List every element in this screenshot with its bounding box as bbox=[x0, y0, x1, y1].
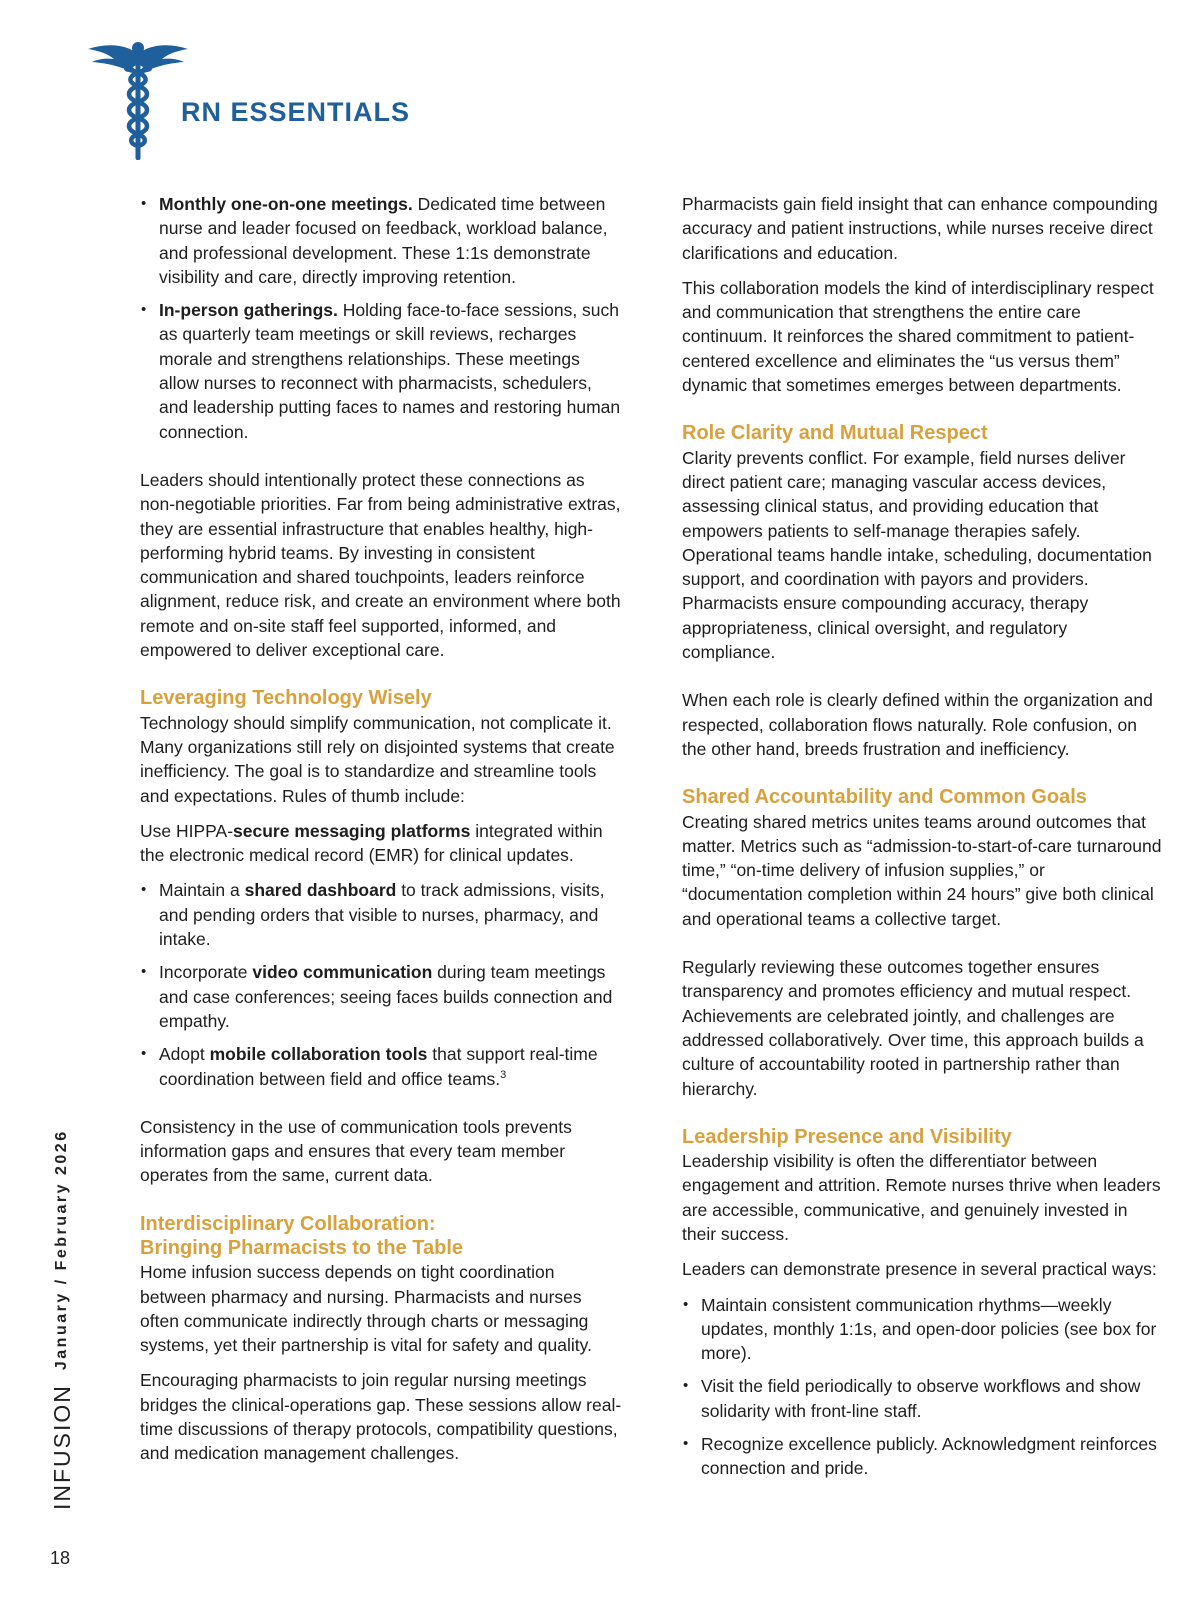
paragraph: Creating shared metrics unites teams around outcomes that matter. Metrics such as “admission-to-start-of-care turnaround time,” “on-time delivery of infusion supplies,” or “documentation completion within 24 hours” give both clinical and operational teams a collective target. bbox=[682, 811, 1162, 929]
paragraph: Clarity prevents conflict. For example, field nurses deliver direct patient care; managing vascular access devices, assessing clinical status, and providing education that empowers patients to self-manage therapies safely. Operational teams handle intake, scheduling, documentation support, and coordination with payors and providers. Pharmacists ensure compounding accuracy, therapy appropriateness, clinical oversight, and regulatory compliance. bbox=[682, 447, 1152, 663]
list-item: • Incorporate video communication during team meetings and case conferences; seeing faces builds connection and empathy. bbox=[140, 960, 622, 1033]
heading-technology: Leveraging Technology Wisely bbox=[140, 687, 432, 710]
list-item: • Maintain a shared dashboard to track admissions, visits, and pending orders that visible to nurses, pharmacy, and intake. bbox=[140, 878, 622, 951]
list-item: • Recognize excellence publicly. Acknowledgment reinforces connection and pride. bbox=[682, 1432, 1162, 1481]
paragraph: When each role is clearly defined within the organization and respected, collaboration flows naturally. Role confusion, on the other hand, breeds frustration and inefficiency. bbox=[682, 690, 1153, 759]
paragraph: Leaders can demonstrate presence in several practical ways: bbox=[682, 1259, 1157, 1280]
paragraph: Home infusion success depends on tight coordination between pharmacy and nursing. Pharmacists and nurses often communicate indirectly through charts or messaging systems, yet their partnership is vital for safety and quality. bbox=[140, 1262, 592, 1356]
section-title: RN ESSENTIALS bbox=[181, 97, 411, 127]
paragraph: This collaboration models the kind of interdisciplinary respect and communication that strengthens the entire care continuum. It reinforces the shared commitment to patient-centered excellence and eliminates the “us versus them” dynamic that sometimes emerges between departments. bbox=[682, 277, 1154, 396]
paragraph: Use HIPPA-secure messaging platforms integrated within the electronic medical record (EMR) for clinical updates. bbox=[140, 820, 603, 866]
list-item: • Monthly one-on-one meetings. Dedicated time between nurse and leader focused on feedback, workload balance, and professional development. These 1:1s demonstrate visibility and care, directly improving retention. bbox=[140, 192, 622, 289]
footnote-ref: 3 bbox=[500, 1068, 507, 1081]
issue-date: January / February 2026 bbox=[53, 1129, 70, 1371]
heading-role-clarity: Role Clarity and Mutual Respect bbox=[682, 422, 988, 445]
right-column bbox=[682, 192, 1162, 1492]
paragraph: Technology should simplify communication, not complicate it. Many organizations still rely on disjointed systems that create inefficiency. The goal is to standardize and streamline tools and expectations. Rules of thumb include: bbox=[140, 712, 615, 806]
leadership-list bbox=[682, 1293, 1162, 1481]
meeting-list bbox=[140, 192, 622, 444]
paragraph: Regularly reviewing these outcomes together ensures transparency and promotes efficiency and mutual respect. Achievements are celebrated jointly, and challenges are addressed collaboratively. Over time, this approach builds a culture of accountability rooted in partnership rather than hierarchy. bbox=[682, 957, 1144, 1099]
heading-shared-accountability: Shared Accountability and Common Goals bbox=[682, 786, 1087, 809]
heading-leadership: Leadership Presence and Visibility bbox=[682, 1125, 1012, 1148]
paragraph: Consistency in the use of communication tools prevents information gaps and ensures that every team member operates from the same, current data. bbox=[140, 1116, 572, 1186]
paragraph: Leaders should intentionally protect these connections as non-negotiable priorities. Far from being administrative extras, they are essential infrastructure that enables healthy, high-performing hybrid teams. By investing in consistent communication and shared touchpoints, leaders reinforce alignment, reduce risk, and create an environment where both remote and on-site staff feel supported, informed, and empowered to deliver exceptional care. bbox=[140, 469, 621, 661]
list-item: • Visit the field periodically to observe workflows and show solidarity with front-line staff. bbox=[682, 1374, 1162, 1423]
paragraph: Leadership visibility is often the differentiator between engagement and attrition. Remote nurses thrive when leaders are accessible, communicative, and genuinely invested in their success. bbox=[682, 1151, 1161, 1244]
list-item: • Adopt mobile collaboration tools that support real-time coordination between field and office teams.$^3$ bbox=[140, 1042, 622, 1091]
page-number: 18 bbox=[50, 1548, 71, 1568]
heading-collaboration: Interdisciplinary Collaboration: Bringing Pharmacists to the Table bbox=[140, 1212, 464, 1259]
caduceus-icon bbox=[88, 40, 188, 165]
paragraph: Encouraging pharmacists to join regular nursing meetings bridges the clinical-operations gap. These sessions allow real-time discussions of therapy protocols, compatibility questions, and medication management challenges. bbox=[140, 1370, 622, 1464]
technology-list bbox=[140, 878, 622, 1090]
side-masthead bbox=[44, 1110, 80, 1510]
left-column bbox=[140, 192, 622, 1477]
magazine-brand: INFUSION bbox=[48, 1384, 75, 1510]
list-item: • In-person gatherings. Holding face-to-face sessions, such as quarterly team meetings or skill reviews, recharges morale and strengthens relationships. These meetings allow nurses to reconnect with pharmacists, schedulers, and leadership putting faces to names and restoring human connection. bbox=[140, 298, 622, 444]
paragraph: Pharmacists gain field insight that can enhance compounding accuracy and patient instructions, while nurses receive direct clarifications and education. bbox=[682, 194, 1158, 263]
list-item: • Maintain consistent communication rhythms—weekly updates, monthly 1:1s, and open-door policies (see box for more). bbox=[682, 1293, 1162, 1366]
